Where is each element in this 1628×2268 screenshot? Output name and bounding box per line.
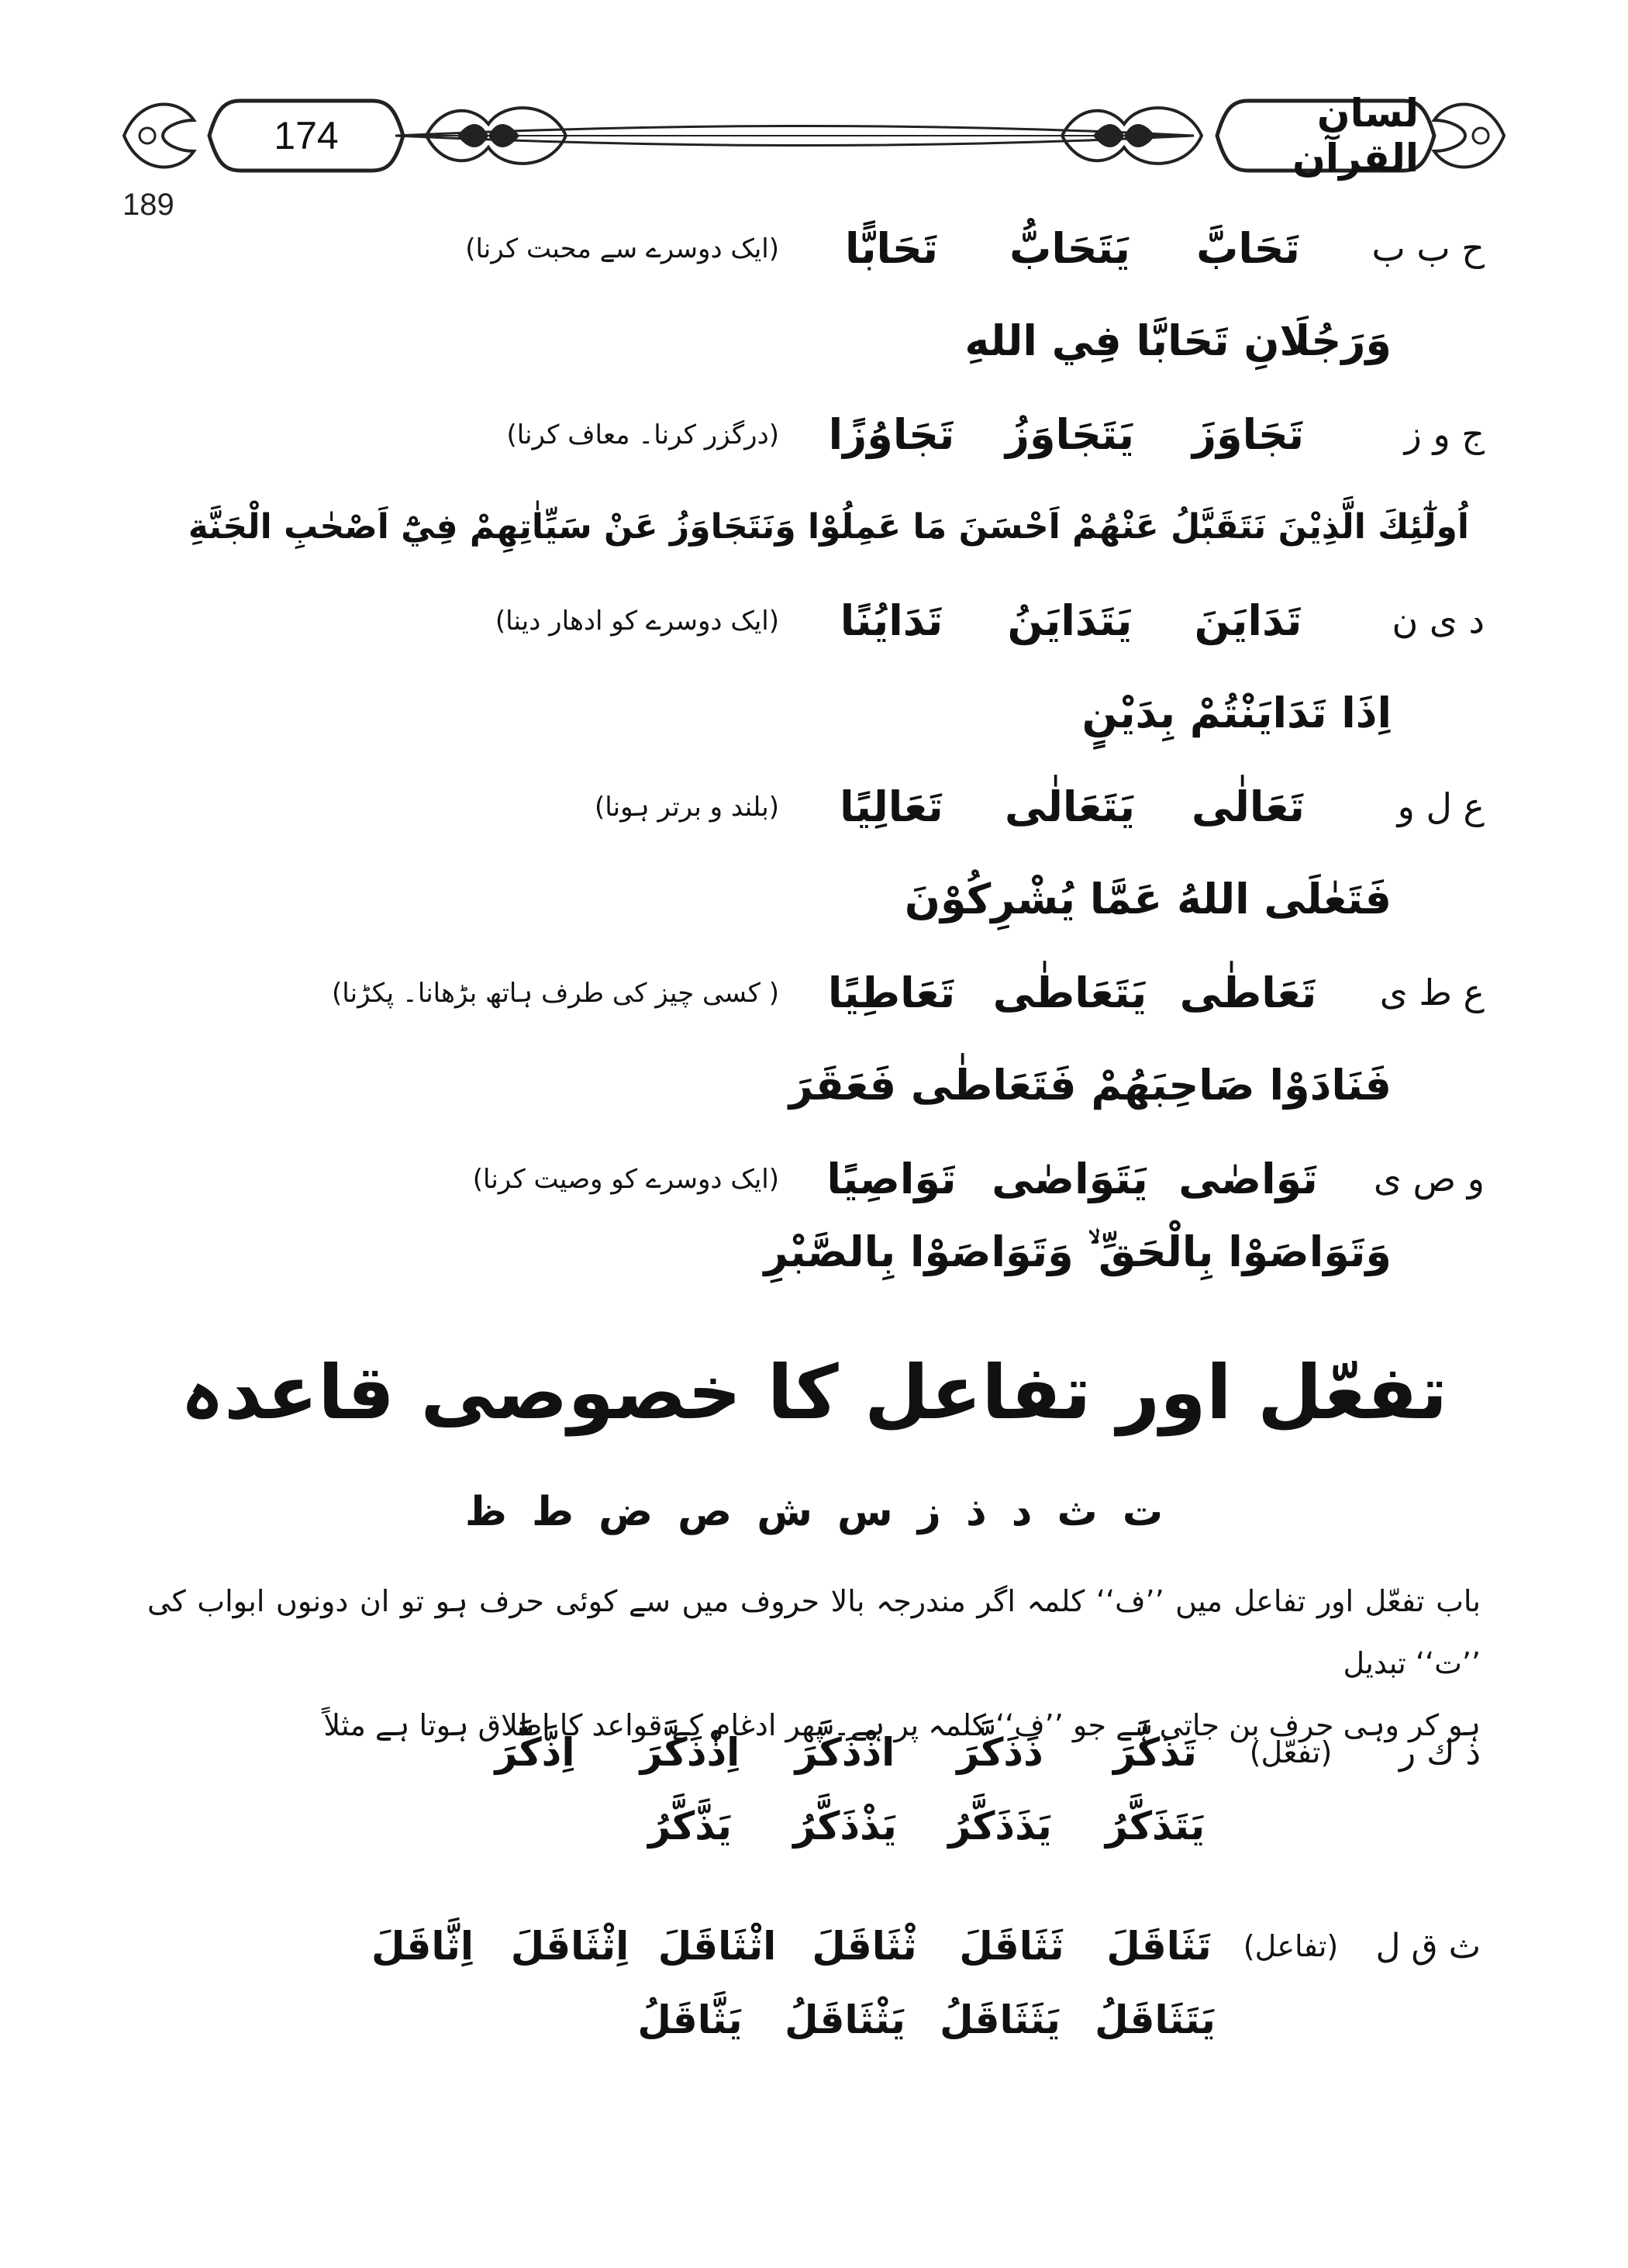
imperfect-step: يَذَذَكَّرُ [948,1804,1052,1849]
bab-label: (تفاعل) [1243,1929,1339,1963]
root-letters: و ص ی [1373,1158,1485,1200]
meaning: (ایک دوسرے کو وصیت کرنا) [472,1163,779,1195]
bab-label: (تفعّل) [1249,1735,1333,1769]
letter-list: ت ث د ذ ز س ش ص ض ط ظ [464,1489,1164,1535]
past-form: تَعَاطٰى [1179,968,1317,1017]
book-title: لسان القرآن [1292,91,1419,181]
derivation-step: اذْذَكَّرَ [795,1730,895,1775]
meaning: (درگزر کرنا۔ معاف کرنا) [506,419,779,450]
masdar-form: تَعَالِيًا [840,782,943,831]
entry-row [151,202,1485,295]
example-block [147,1714,1481,1861]
example-ayah: فَتَعٰلَى اللهُ عَمَّا يُشْرِكُوْنَ [904,875,1392,923]
past-form: تَدَايَنَ [1194,595,1302,645]
entry-row [151,574,1485,667]
meaning: ( کسی چیز کی طرف ہاتھ بڑھانا۔ پکڑنا) [332,977,779,1009]
example-imperfect [147,1985,1481,2055]
root-letters: ج و ز [1404,413,1485,455]
masdar-form: تَعَاطِيًا [827,968,956,1017]
derivation-step: اِثَّاقَلَ [371,1924,474,1969]
paragraph-line: باب تفعّل اور تفاعل میں ’’ف‘‘ کلمہ اگر مندرجہ بالا حروف میں سے کوئی حرف ہو تو ان دونوں ابواب کی ’’ت‘‘ تبدیل [147,1584,1481,1680]
root-letters: ع ط ی [1379,972,1485,1013]
present-form: يَتَجَاوَزُ [1005,409,1135,459]
verb-entries [151,202,1485,1295]
example-ayah: اِذَا تَدَايَنْتُمْ بِدَيْنٍ [1081,689,1392,737]
present-form: يَتَعَاطٰى [992,968,1147,1017]
example-forms [147,1714,1481,1791]
entry-row [151,946,1485,1039]
past-form: تَعَالٰى [1192,782,1305,831]
derivation-step: اِذَّكَّرَ [495,1730,575,1775]
derivation-step: اثْثَاقَلَ [657,1924,777,1969]
example-ayah: اُولٰٓئِكَ الَّذِيْنَ نَتَقَبَّلُ عَنْهُمْ اَحْسَنَ مَا عَمِلُوْا وَنَتَجَاوَزُ عَنْ سَيِّاٰتِهِمْ فِيْٓ اَصْحٰبِ الْجَنَّةِ [188,507,1469,547]
masdar-form: تَدَايُنًا [840,595,943,645]
entry-row [151,1132,1485,1225]
example-block [147,1907,1481,2055]
derivation-step: تَثَاقَلَ [1106,1924,1212,1969]
masdar-form: تَوَاصِيًا [826,1154,957,1203]
derivation-step: ثْثَاقَلَ [812,1924,917,1969]
present-form: يَتَحَابُّ [1009,223,1130,273]
entry-row [151,388,1485,481]
section-heading: تفعّل اور تفاعل کا خصوصی قاعدہ [180,1349,1448,1436]
entry-row [151,760,1485,853]
imperfect-step: يَذْذَكَّرُ [793,1804,897,1849]
root-letters: ح ب ب [1371,227,1485,269]
masdar-form: تَحَابًّا [844,223,939,273]
derivation-step: ذَذَكَّرَ [957,1730,1043,1775]
meaning: (بلند و برتر ہونا) [595,791,779,823]
page-header [116,78,1512,194]
page-number: 174 [274,114,339,157]
imperfect-step: يَثَثَاقَلُ [940,1997,1061,2042]
example-ayah: وَرَجُلَانِ تَحَابَّا فِي اللهِ [964,316,1392,365]
margin-reference: 189 [122,188,174,222]
example-imperfect [147,1791,1481,1861]
present-form: يَتَعَالٰى [1005,782,1135,831]
meaning: (ایک دوسرے کو ادھار دینا) [495,605,779,637]
derivation-step: تَذَكَّرَ [1113,1730,1197,1775]
example-root: ث ق ل [1375,1926,1481,1966]
masdar-form: تَجَاوُزًا [828,409,955,459]
root-letters: د ی ن [1392,599,1485,641]
imperfect-step: يَتَثَاقَلُ [1095,1997,1216,2042]
derivation-step: اِثْثَاقَلَ [510,1924,629,1969]
imperfect-step: يَثَّاقَلُ [637,1997,743,2042]
past-form: تَجَاوَزَ [1192,409,1305,459]
root-letters: ع ل و [1397,785,1485,827]
present-form: يَتَدَايَنُ [1007,595,1133,645]
example-ayah: فَنَادَوْا صَاحِبَهُمْ فَتَعَاطٰى فَعَقَرَ [788,1061,1392,1110]
imperfect-step: يَثْثَاقَلُ [785,1997,905,2042]
paragraph-line: ہو کر وہی حرف بن جاتی ہے جو ’’ف‘‘ کلمہ پر ہے۔ پھر ادغام کے قواعد کا اطلاق ہوتا ہے مثلاً [323,1708,1481,1742]
derivation-step: اِذْذَكَّرَ [640,1730,740,1775]
meaning: (ایک دوسرے سے محبت کرنا) [465,233,779,264]
example-root: ذ ك ر [1399,1732,1481,1773]
past-form: تَوَاصٰى [1178,1154,1318,1203]
imperfect-step: يَتَذَكَّرُ [1105,1804,1205,1849]
imperfect-step: يَذَّكَّرُ [648,1804,732,1849]
present-form: يَتَوَاصٰى [992,1154,1148,1203]
example-forms [147,1907,1481,1985]
derivation-step: ثَثَاقَلَ [959,1924,1064,1969]
example-ayah: وَتَوَاصَوْا بِالْحَقِّ ۙ وَتَوَاصَوْا بِالصَّبْرِ [764,1227,1392,1276]
past-form: تَحَابَّ [1196,223,1300,273]
